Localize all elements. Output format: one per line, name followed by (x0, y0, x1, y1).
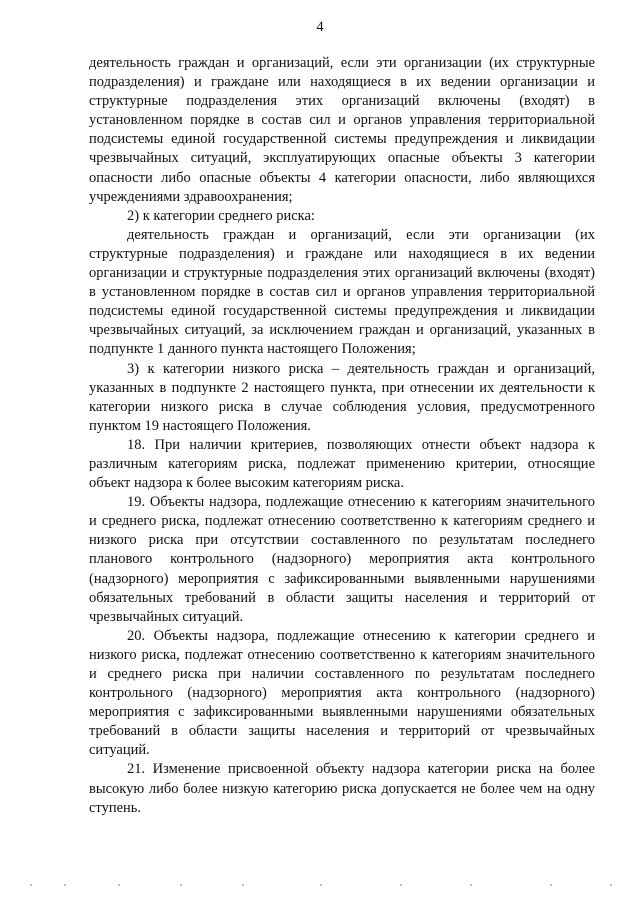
paragraph-item-20: 20. Объекты надзора, подлежащие отнесению к категории среднего и низкого риска, подлежат отнесению соответственно к категориям значительного и среднего риска при наличии составленного по результатам последнего контрольного (надзорного) мероприятия акта контрольного (надзорного) мероприятия с зафиксированными выявленными нарушениями обязательных требований в области защиты населения и территорий от чрезвычайных ситуаций. (89, 627, 595, 759)
paragraph-low-risk: 3) к категории низкого риска – деятельность граждан и организаций, указанных в подпункте 2 настоящего пункта, при отнесении их деятельности к категории низкого риска в случае соблюдения условия, предусмотренного пунктом 19 настоящего Положения. (89, 360, 595, 434)
paragraph-item-18: 18. При наличии критериев, позволяющих отнести объект надзора к различным категориям риска, подлежат применению критерии, относящие объект надзора к более высоким категориям риска. (89, 436, 595, 492)
paragraph-item-19: 19. Объекты надзора, подлежащие отнесению к категориям значительного и среднего риска, подлежат отнесению соответственно к категориям среднего и низкого риска при отсутствии составленного по результатам последнего планового контрольного (надзорного) мероприятия акта контрольного (надзорного) мероприятия с зафиксированными выявленными нарушениями обязательных требований в области защиты населения и территорий от чрезвычайных ситуаций. (89, 494, 595, 625)
paragraph-medium-risk-heading: 2) к категории среднего риска: (127, 207, 315, 224)
paragraph-continuation: деятельность граждан и организаций, если эти организации (их структурные подразделения) и граждане или находящиеся в их ведении организации и структурные подразделения этих организаций включены (входят) в установленном порядке в состав сил и органов управления территориальной подсистемы единой государственной системы предупреждения и ликвидации чрезвычайных ситуаций, эксплуатирующих опасные объекты 3 категории опасности либо опасные объекты 4 категории опасности, либо являющихся учреждениями здравоохранения; (89, 55, 595, 205)
paragraph-item-21: 21. Изменение присвоенной объекту надзора категории риска на более высокую либо более низкую категорию риска допускается не более чем на одну ступень. (89, 761, 595, 816)
document-body (89, 54, 595, 818)
paragraph-medium-risk-body: деятельность граждан и организаций, если эти организации (их структурные подразделения) и граждане или находящиеся в их ведении организации и структурные подразделения этих организаций включены (входят) в установленном порядке в состав сил и органов управления территориальной подсистемы единой государственной системы предупреждения и ликвидации чрезвычайных ситуаций, за исключением граждан и организаций, указанных в подпункте 1 данного пункта настоящего Положения; (89, 226, 595, 358)
scan-noise-strip (30, 884, 620, 887)
page-number: 4 (316, 19, 324, 35)
